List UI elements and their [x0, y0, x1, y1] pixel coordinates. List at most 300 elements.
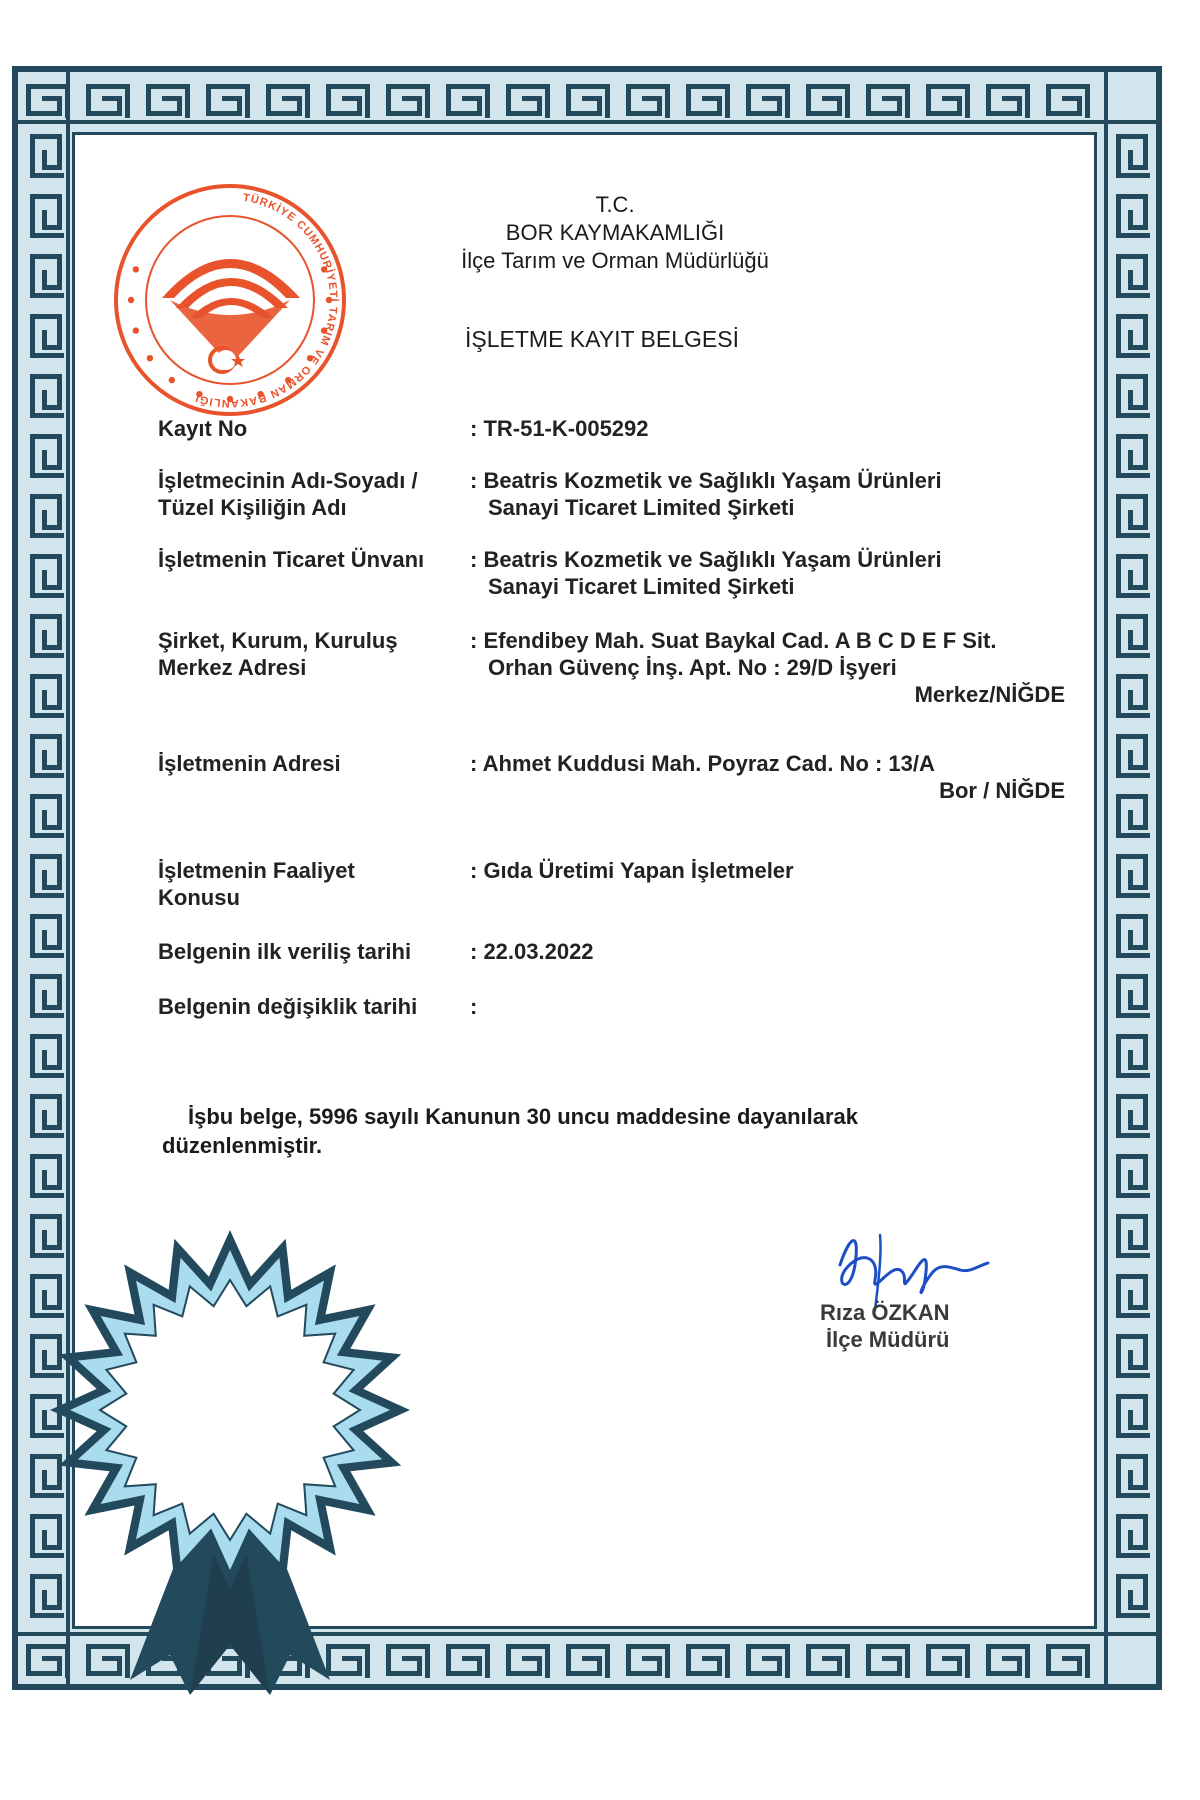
border-segment: [746, 1644, 790, 1649]
border-segment: [1116, 1613, 1150, 1618]
border-segment: [42, 690, 47, 710]
border-segment: [485, 84, 490, 118]
border-segment: [1143, 1094, 1148, 1130]
border-segment: [57, 374, 62, 410]
border-segment: [425, 1644, 430, 1678]
border-segment: [1062, 96, 1082, 101]
border-segment: [57, 434, 62, 470]
border-segment: [762, 96, 782, 101]
border-segment: [30, 1013, 64, 1018]
border-segment: [1116, 953, 1150, 958]
border-segment: [30, 233, 64, 238]
border-segment: [1128, 1470, 1133, 1490]
border-segment: [26, 84, 70, 89]
border-segment: [566, 1644, 610, 1649]
border-segment: [1143, 974, 1148, 1010]
border-segment: [1143, 1454, 1148, 1490]
border-segment: [746, 111, 782, 116]
border-segment: [1128, 390, 1133, 410]
border-segment: [905, 1644, 910, 1678]
border-segment: [1025, 1644, 1030, 1678]
border-segment: [485, 1644, 490, 1678]
border-segment: [1116, 794, 1121, 838]
border-segment: [566, 1671, 602, 1676]
field-value: : 22.03.2022: [470, 939, 594, 964]
border-segment: [806, 111, 842, 116]
field-value: Sanayi Ticaret Limited Şirketi: [488, 495, 795, 520]
border-segment: [30, 974, 35, 1018]
border-segment: [57, 1034, 62, 1070]
border-segment: [30, 674, 35, 718]
header-authority: BOR KAYMAKAMLIĞI: [505, 220, 725, 245]
border-segment: [42, 750, 47, 770]
border-segment: [146, 111, 182, 116]
logo-star: [169, 377, 175, 383]
border-segment: [30, 473, 64, 478]
border-segment: [446, 111, 482, 116]
border-segment: [1143, 554, 1148, 590]
border-segment: [86, 84, 130, 89]
border-segment: [30, 254, 35, 298]
border-segment: [1116, 374, 1121, 418]
border-segment: [57, 1154, 62, 1190]
border-segment: [1128, 690, 1133, 710]
border-segment: [702, 1656, 722, 1661]
field-label: Belgenin ilk veriliş tarihi: [158, 939, 412, 964]
border-segment: [30, 734, 35, 778]
border-segment: [1046, 84, 1090, 89]
border-segment: [1116, 494, 1121, 538]
border-segment: [1116, 1073, 1150, 1078]
field-label: Merkez Adresi: [158, 655, 307, 680]
border-segment: [545, 84, 550, 118]
border-segment: [1116, 1334, 1121, 1378]
border-segment: [702, 96, 722, 101]
field-label: Konusu: [158, 885, 240, 910]
border-segment: [1128, 1230, 1133, 1250]
border-segment: [1104, 72, 1108, 1684]
border-segment: [425, 84, 430, 118]
statement-line-2: düzenlenmiştir.: [162, 1133, 323, 1158]
border-segment: [30, 1394, 35, 1438]
border-segment: [905, 84, 910, 118]
border-segment: [806, 1644, 850, 1649]
field-value: : Beatris Kozmetik ve Sağlıklı Yaşam Ürünleri: [470, 468, 942, 493]
border-segment: [1116, 734, 1121, 778]
field-label: Tüzel Kişiliğin Adı: [158, 495, 347, 520]
border-segment: [1128, 1530, 1133, 1550]
border-segment: [30, 1574, 35, 1618]
border-segment: [1128, 1590, 1133, 1610]
border-segment: [342, 96, 362, 101]
border-segment: [30, 374, 35, 418]
border-segment: [1143, 794, 1148, 830]
border-segment: [30, 353, 64, 358]
border-segment: [1128, 1170, 1133, 1190]
border-segment: [57, 134, 62, 170]
border-segment: [30, 554, 35, 598]
border-segment: [30, 794, 35, 838]
border-segment: [582, 1656, 602, 1661]
border-segment: [30, 713, 64, 718]
border-segment: [1116, 653, 1150, 658]
border-segment: [1143, 1034, 1148, 1070]
border-segment: [30, 1034, 35, 1078]
field-value: :: [470, 994, 478, 1019]
border-segment: [30, 1154, 35, 1198]
border-segment: [1116, 254, 1121, 298]
border-segment: [1046, 1644, 1090, 1649]
border-segment: [30, 1454, 35, 1498]
border-segment: [1116, 833, 1150, 838]
border-segment: [30, 953, 64, 958]
border-segment: [1143, 914, 1148, 950]
border-segment: [686, 1644, 730, 1649]
border-segment: [725, 1644, 730, 1678]
border-segment: [986, 111, 1022, 116]
border-segment: [282, 96, 302, 101]
border-segment: [1116, 134, 1121, 178]
border-segment: [1116, 614, 1121, 658]
border-segment: [365, 84, 370, 118]
border-segment: [1116, 233, 1150, 238]
border-segment: [1128, 1410, 1133, 1430]
border-segment: [30, 1193, 64, 1198]
border-segment: [30, 1274, 35, 1318]
border-segment: [1116, 1493, 1150, 1498]
border-segment: [665, 84, 670, 118]
border-segment: [30, 614, 35, 658]
border-segment: [462, 96, 482, 101]
border-segment: [462, 1656, 482, 1661]
border-segment: [942, 96, 962, 101]
header-directorate: İlçe Tarım ve Orman Müdürlüğü: [461, 248, 769, 273]
border-segment: [1143, 1574, 1148, 1610]
border-segment: [206, 111, 242, 116]
border-segment: [1116, 173, 1150, 178]
border-segment: [522, 96, 542, 101]
border-segment: [1025, 84, 1030, 118]
border-segment: [1062, 1656, 1082, 1661]
border-segment: [1046, 1671, 1082, 1676]
border-segment: [446, 84, 490, 89]
border-segment: [30, 314, 35, 358]
border-segment: [506, 1644, 550, 1649]
border-segment: [866, 1644, 910, 1649]
border-segment: [57, 194, 62, 230]
border-segment: [30, 914, 35, 958]
border-segment: [18, 120, 1156, 124]
border-segment: [986, 1644, 1030, 1649]
border-segment: [866, 1671, 902, 1676]
field-value: Orhan Güvenç İnş. Apt. No : 29/D İşyeri: [488, 655, 897, 680]
border-segment: [42, 930, 47, 950]
border-segment: [1143, 194, 1148, 230]
field-label: İşletmenin Ticaret Ünvanı: [158, 547, 425, 572]
border-segment: [57, 974, 62, 1010]
border-segment: [146, 84, 190, 89]
border-segment: [506, 1671, 542, 1676]
border-segment: [665, 1644, 670, 1678]
border-segment: [1128, 1050, 1133, 1070]
border-segment: [1143, 1214, 1148, 1250]
border-segment: [1116, 854, 1121, 898]
ministry-of-agriculture-emblem-icon: [110, 180, 350, 420]
border-segment: [746, 1671, 782, 1676]
border-segment: [1116, 1373, 1150, 1378]
award-rosette-icon: [40, 1225, 420, 1705]
field-label: İşletmenin Faaliyet: [158, 858, 355, 883]
border-segment: [386, 84, 430, 89]
border-segment: [1116, 1154, 1121, 1198]
border-segment: [30, 833, 64, 838]
border-segment: [86, 111, 122, 116]
border-segment: [57, 554, 62, 590]
border-segment: [1116, 974, 1121, 1018]
header-country: T.C.: [595, 192, 635, 217]
border-segment: [1128, 1110, 1133, 1130]
border-segment: [1116, 914, 1121, 958]
border-segment: [1128, 510, 1133, 530]
border-segment: [30, 893, 64, 898]
border-segment: [30, 413, 64, 418]
border-segment: [30, 653, 64, 658]
border-segment: [1002, 96, 1022, 101]
border-segment: [522, 1656, 542, 1661]
field-label: Şirket, Kurum, Kuruluş: [158, 628, 398, 653]
border-segment: [1128, 750, 1133, 770]
border-segment: [30, 1133, 64, 1138]
border-segment: [57, 854, 62, 890]
logo-ring-text: TÜRKİYE CUMHURİYETİ TARIM VE ORMAN BAKANLIĞI: [193, 191, 340, 410]
border-segment: [926, 1671, 962, 1676]
border-segment: [26, 111, 62, 116]
border-segment: [30, 434, 35, 478]
border-segment: [1143, 314, 1148, 350]
border-segment: [882, 96, 902, 101]
border-segment: [866, 84, 910, 89]
border-segment: [1128, 1290, 1133, 1310]
field-label: İşletmecinin Adı-Soyadı /: [158, 468, 418, 493]
border-segment: [806, 1671, 842, 1676]
border-segment: [642, 1656, 662, 1661]
border-segment: [1128, 630, 1133, 650]
border-segment: [545, 1644, 550, 1678]
border-segment: [42, 570, 47, 590]
logo-star: [133, 327, 139, 333]
border-segment: [42, 210, 47, 230]
border-segment: [57, 794, 62, 830]
border-segment: [686, 1671, 722, 1676]
border-segment: [986, 1671, 1022, 1676]
border-segment: [1116, 353, 1150, 358]
border-segment: [446, 1644, 490, 1649]
border-segment: [626, 84, 670, 89]
border-segment: [686, 111, 722, 116]
border-segment: [42, 630, 47, 650]
border-segment: [1128, 210, 1133, 230]
border-segment: [42, 330, 47, 350]
border-segment: [785, 1644, 790, 1678]
border-segment: [845, 1644, 850, 1678]
border-segment: [386, 111, 422, 116]
border-segment: [102, 96, 122, 101]
border-segment: [1116, 1433, 1150, 1438]
border-segment: [1143, 1334, 1148, 1370]
border-segment: [1116, 1274, 1121, 1318]
border-segment: [926, 1644, 970, 1649]
border-segment: [1116, 1133, 1150, 1138]
border-segment: [1128, 570, 1133, 590]
border-segment: [1128, 330, 1133, 350]
border-segment: [1116, 1034, 1121, 1078]
field-label: Kayıt No: [158, 416, 248, 441]
field-value: Sanayi Ticaret Limited Şirketi: [488, 574, 795, 599]
border-segment: [1143, 1394, 1148, 1430]
border-segment: [1116, 314, 1121, 358]
border-segment: [1128, 990, 1133, 1010]
field-value: Merkez/NİĞDE: [914, 682, 1065, 707]
border-segment: [1116, 1553, 1150, 1558]
border-segment: [1116, 1094, 1121, 1138]
border-segment: [65, 84, 70, 118]
border-segment: [30, 1073, 64, 1078]
signatory-title: İlçe Müdürü: [826, 1327, 950, 1352]
border-segment: [1046, 111, 1082, 116]
border-segment: [57, 494, 62, 530]
border-segment: [245, 84, 250, 118]
border-segment: [605, 1644, 610, 1678]
field-value: : Efendibey Mah. Suat Baykal Cad. A B C D E F Sit.: [470, 628, 997, 653]
border-segment: [57, 674, 62, 710]
border-segment: [30, 773, 64, 778]
border-segment: [1116, 1514, 1121, 1558]
border-segment: [1085, 1644, 1090, 1678]
logo-star: [147, 355, 153, 361]
border-segment: [42, 810, 47, 830]
border-segment: [1116, 1253, 1150, 1258]
border-segment: [1116, 434, 1121, 478]
border-segment: [1116, 413, 1150, 418]
border-segment: [326, 84, 370, 89]
border-segment: [1143, 434, 1148, 470]
field-label: İşletmenin Adresi: [158, 751, 341, 776]
border-segment: [1143, 1514, 1148, 1550]
document-title: İŞLETME KAYIT BELGESİ: [465, 326, 739, 352]
border-segment: [686, 84, 730, 89]
border-segment: [1128, 810, 1133, 830]
border-segment: [30, 1094, 35, 1138]
border-segment: [42, 510, 47, 530]
statement-line-1: İşbu belge, 5996 sayılı Kanunun 30 uncu maddesine dayanılarak: [188, 1104, 859, 1129]
border-segment: [1116, 473, 1150, 478]
border-segment: [12, 66, 1162, 72]
border-segment: [1143, 1154, 1148, 1190]
border-segment: [30, 533, 64, 538]
border-segment: [42, 390, 47, 410]
border-segment: [1143, 614, 1148, 650]
border-segment: [845, 84, 850, 118]
border-segment: [1156, 66, 1162, 1690]
border-segment: [42, 1170, 47, 1190]
border-segment: [1116, 1013, 1150, 1018]
border-segment: [1116, 593, 1150, 598]
border-segment: [566, 84, 610, 89]
border-segment: [725, 84, 730, 118]
border-segment: [266, 84, 310, 89]
border-segment: [926, 84, 970, 89]
border-segment: [222, 96, 242, 101]
border-segment: [746, 84, 790, 89]
field-value: : Beatris Kozmetik ve Sağlıklı Yaşam Ürünleri: [470, 547, 942, 572]
border-segment: [125, 84, 130, 118]
field-label: Belgenin değişiklik tarihi: [158, 994, 418, 1019]
border-segment: [42, 96, 62, 101]
field-value: : Ahmet Kuddusi Mah. Poyraz Cad. No : 13/A: [470, 751, 935, 776]
border-segment: [1116, 893, 1150, 898]
border-segment: [1143, 734, 1148, 770]
border-segment: [57, 734, 62, 770]
border-segment: [30, 1334, 35, 1378]
border-segment: [30, 854, 35, 898]
border-segment: [1002, 1656, 1022, 1661]
border-segment: [822, 96, 842, 101]
border-segment: [626, 1671, 662, 1676]
border-segment: [57, 614, 62, 650]
border-segment: [762, 1656, 782, 1661]
border-segment: [30, 494, 35, 538]
border-segment: [162, 96, 182, 101]
border-segment: [42, 270, 47, 290]
border-segment: [1128, 450, 1133, 470]
ministry-logo: [110, 180, 350, 420]
border-segment: [1116, 194, 1121, 238]
border-segment: [1116, 533, 1150, 538]
border-segment: [1116, 1394, 1121, 1438]
border-segment: [402, 96, 422, 101]
border-segment: [57, 254, 62, 290]
border-segment: [965, 84, 970, 118]
border-segment: [986, 84, 1030, 89]
border-segment: [626, 111, 662, 116]
border-segment: [42, 870, 47, 890]
border-segment: [446, 1671, 482, 1676]
border-segment: [1085, 84, 1090, 118]
border-segment: [1116, 1313, 1150, 1318]
border-segment: [185, 84, 190, 118]
border-segment: [1143, 254, 1148, 290]
border-segment: [326, 111, 362, 116]
border-segment: [30, 194, 35, 238]
border-segment: [57, 1094, 62, 1130]
border-segment: [42, 450, 47, 470]
border-segment: [1116, 1454, 1121, 1498]
border-segment: [866, 111, 902, 116]
border-segment: [822, 1656, 842, 1661]
border-segment: [566, 111, 602, 116]
border-segment: [1128, 930, 1133, 950]
logo-star: [128, 297, 134, 303]
border-segment: [30, 293, 64, 298]
border-segment: [1116, 1214, 1121, 1258]
border-segment: [1116, 674, 1121, 718]
border-segment: [1116, 1574, 1121, 1618]
border-segment: [1116, 293, 1150, 298]
field-value: Bor / NİĞDE: [939, 778, 1065, 803]
border-segment: [965, 1644, 970, 1678]
border-segment: [1116, 554, 1121, 598]
border-segment: [42, 990, 47, 1010]
